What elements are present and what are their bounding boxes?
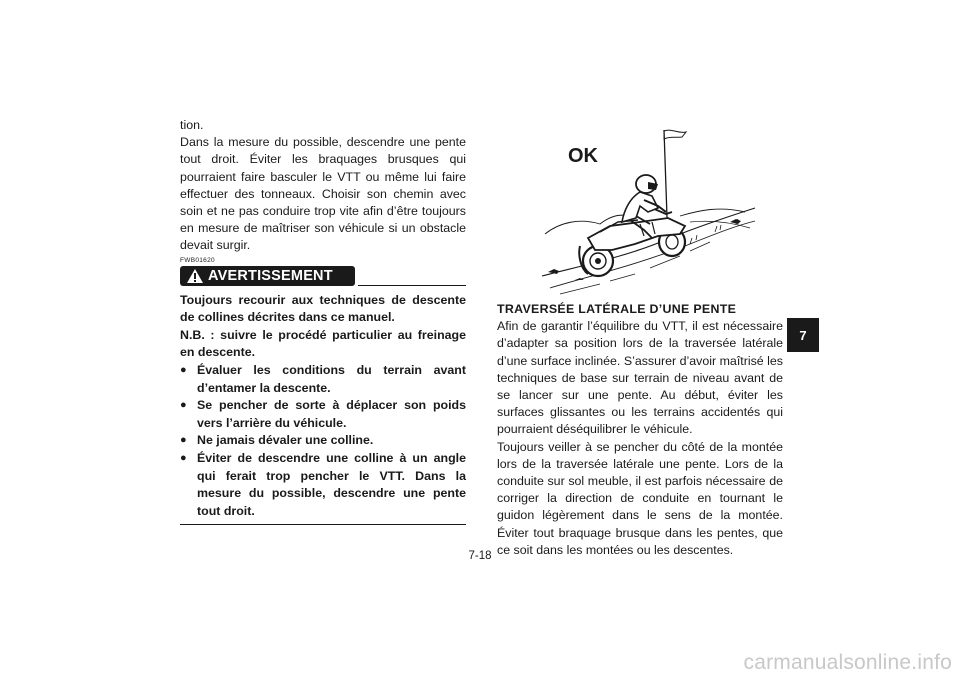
watermark: carmanualsonline.info <box>743 651 952 674</box>
right-column <box>497 301 783 559</box>
bullet-icon: ● <box>180 434 187 447</box>
warning-triangle-icon <box>186 268 204 284</box>
chapter-tab: 7 <box>787 318 819 352</box>
warning-item: ● Éviter de descendre une colline à un angle qui ferait trop pencher le VTT. Dans la mesure du possible, descendre une pente tout droit. <box>180 450 466 518</box>
warning-intro: Toujours recourir aux techniques de descente de collines décrites dans ce manuel. <box>180 292 466 325</box>
left-column <box>180 117 466 525</box>
warning-code: FWB01620 <box>180 256 215 264</box>
page-number: 7-18 <box>468 550 492 562</box>
paragraph-lateral-1: Afin de garantir l’équilibre du VTT, il est nécessaire d’adapter sa position lors de la traversée latérale d’une surface inclinée. S’assurer d’avoir maîtrisé les techniques de base sur terrain de niveau avant de se lancer sur une pente. Au début, éviter les surfaces glissantes ou les terrains accidentés qui pourraient déséquilibrer le véhicule. <box>497 319 783 437</box>
bullet-icon: ● <box>180 399 187 412</box>
illustration-label: OK <box>568 145 598 167</box>
warning-rule <box>358 285 466 286</box>
paragraph-lateral-2: Toujours veiller à se pencher du côté de la montée lors de la traversée latérale une pente. Lors de la conduite sur sol meuble, il est parfois nécessaire de corriger la direction de conduite en tournant le guidon légèrement dans le sens de la montée. Éviter tout braquage brusque dans les pentes, que ce soit dans les montées ou les descentes. <box>497 439 783 557</box>
paragraph-continuation: tion. <box>180 118 204 132</box>
paragraph-descent: Dans la mesure du possible, descendre une pente tout droit. Éviter les braquages brusques qui pourraient faire basculer le VTT ou même lui faire effectuer des tonneaux. Choisir son chemin avec soin et ne pas conduire trop vite afin d’être toujours en mesure de maîtriser son véhicule si un obstacle devait surgir. <box>180 135 466 253</box>
atv-rider-on-slope-illustration <box>540 126 770 298</box>
warning-item: ● Évaluer les conditions du terrain avant d’entamer la descente. <box>180 363 466 395</box>
warning-item: ● Ne jamais dévaler une colline. <box>180 432 466 450</box>
warning-item: ● Se pencher de sorte à déplacer son poids vers l’arrière du véhicule. <box>180 398 466 430</box>
section-heading: TRAVERSÉE LATÉRALE D’UNE PENTE <box>497 302 737 316</box>
bullet-icon: ● <box>180 364 187 376</box>
bullet-icon: ● <box>180 451 187 464</box>
warning-label: AVERTISSEMENT <box>208 267 333 284</box>
warning-badge <box>180 266 355 286</box>
warning-header <box>180 266 466 290</box>
warning-list <box>180 362 466 520</box>
warning-end-rule <box>180 524 466 525</box>
warning-note: N.B. : suivre le procédé particulier au freinage en descente. <box>180 327 466 360</box>
